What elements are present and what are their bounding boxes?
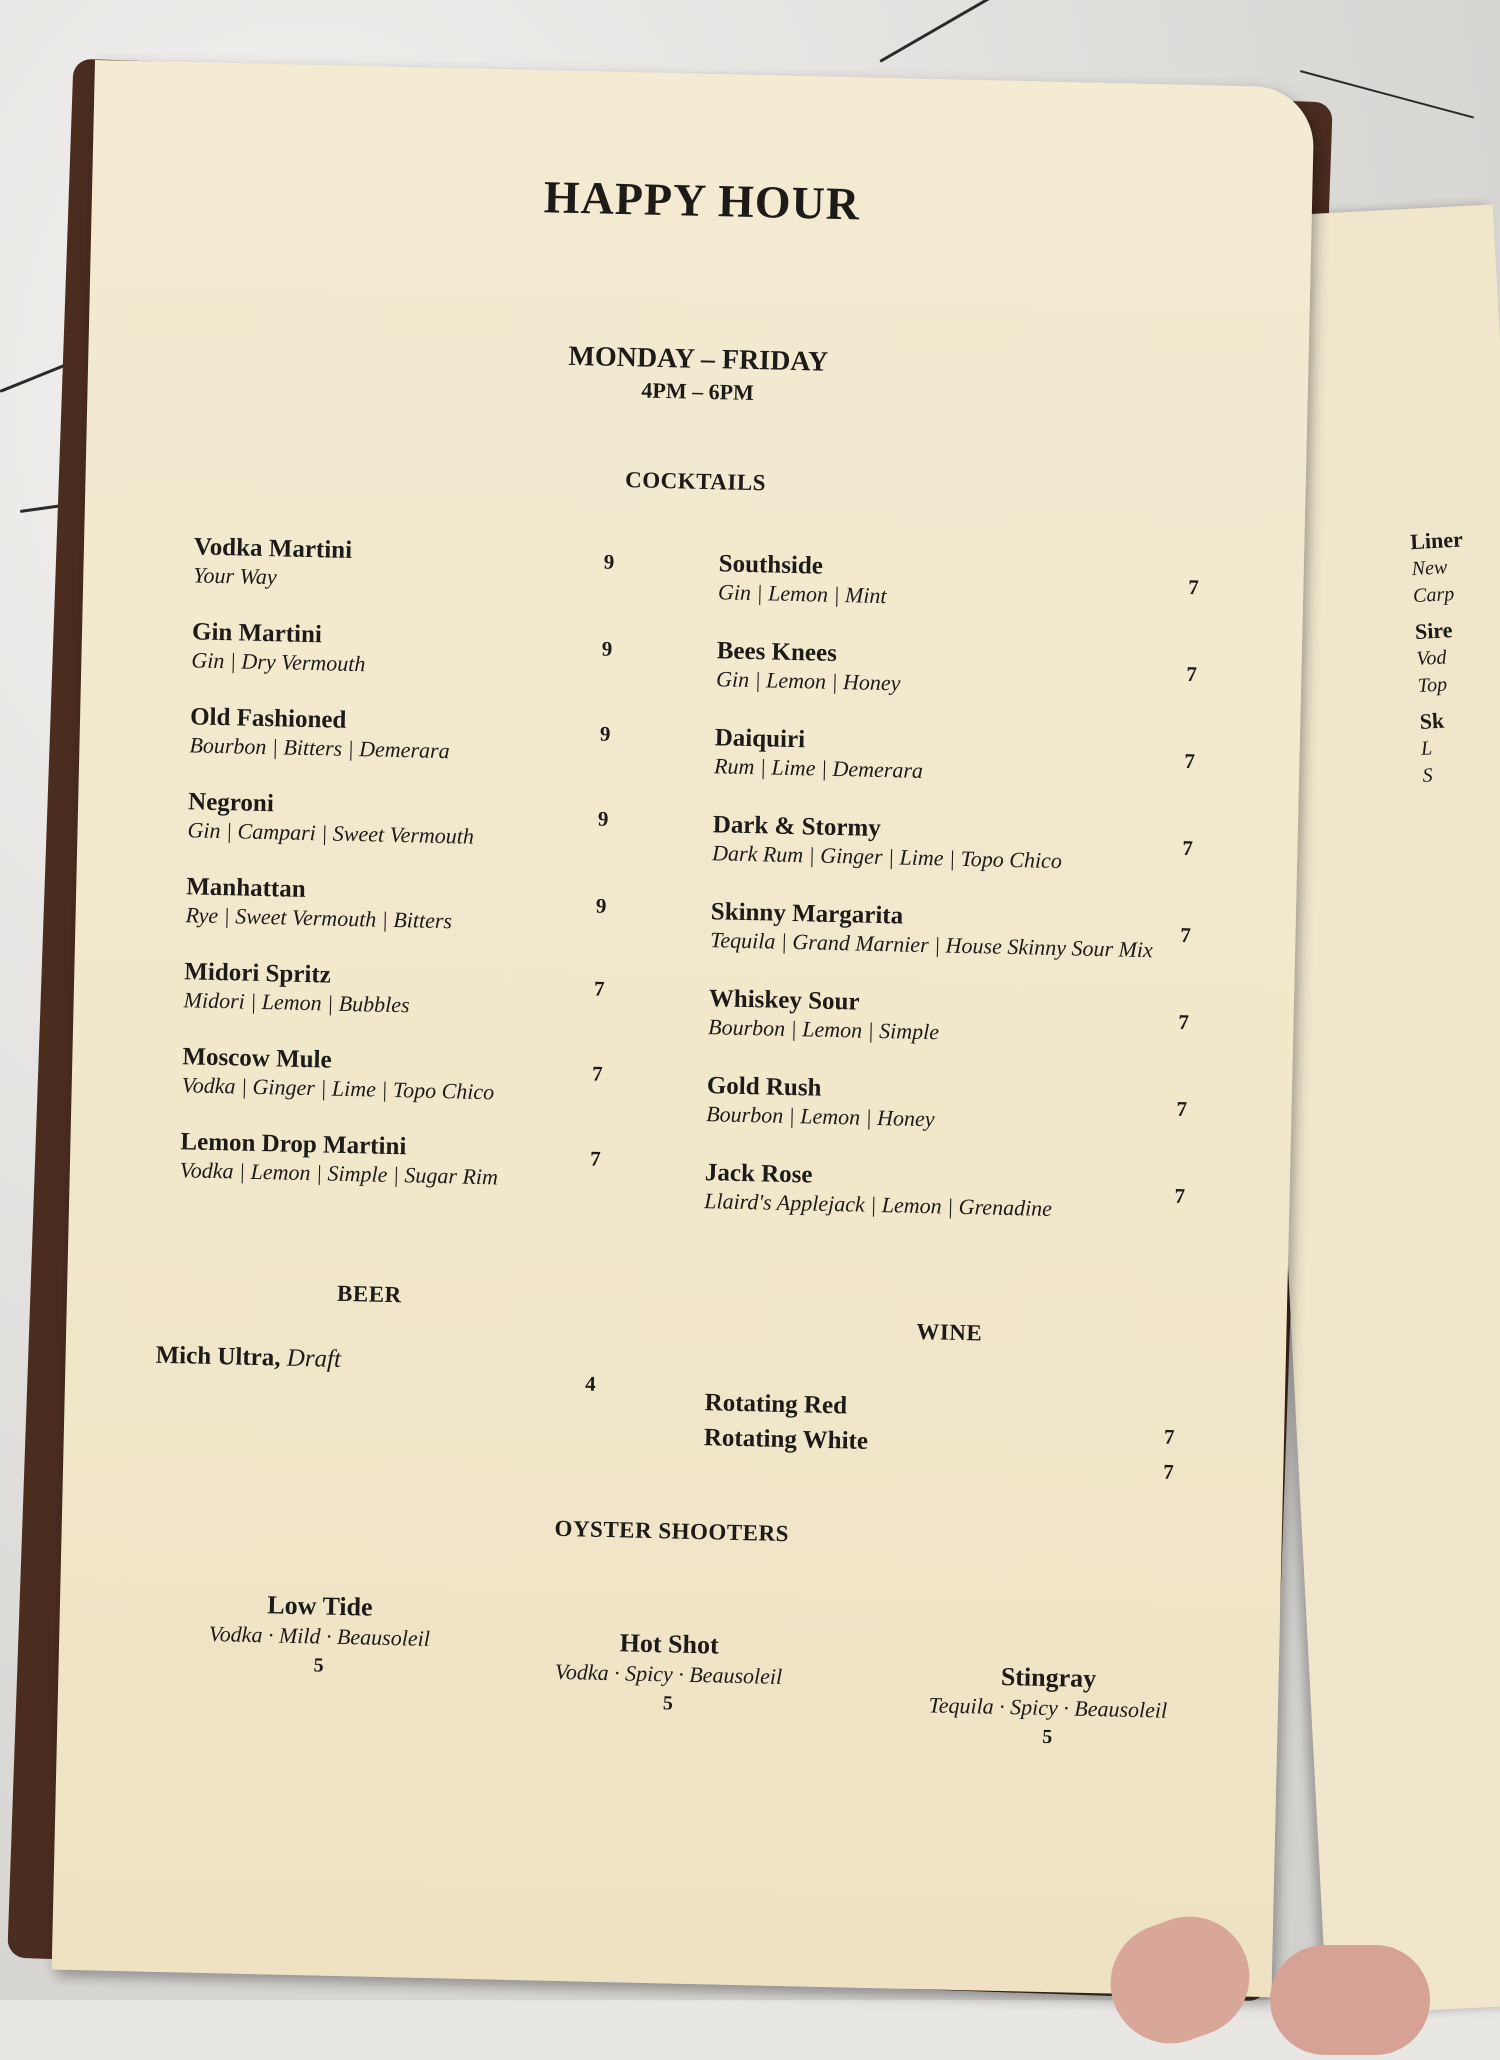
cocktail-name: Daiquiri: [714, 724, 806, 754]
oyster-item: [168, 1587, 470, 1684]
cocktail-price: 9: [603, 549, 615, 574]
cocktail-name: Jack Rose: [704, 1159, 813, 1189]
oyster-name: Low Tide: [267, 1590, 373, 1622]
cocktail-name: Manhattan: [185, 873, 307, 903]
cocktail-desc: Llaird's Applejack | Lemon | Grenadine: [703, 1188, 1053, 1222]
menu-days: MONDAY – FRIDAY: [568, 340, 829, 378]
cocktail-item: [712, 810, 1233, 878]
cocktail-price: 7: [1182, 835, 1194, 861]
cocktail-item: [193, 532, 624, 598]
cocktail-price: 7: [1176, 1096, 1188, 1122]
cocktail-item: [706, 1071, 1227, 1139]
cocktail-price: 9: [597, 806, 609, 831]
cocktail-name: Moscow Mule: [182, 1043, 332, 1074]
cocktail-desc: Bourbon | Lemon | Honey: [705, 1101, 935, 1132]
wine-heading: WINE: [916, 1318, 983, 1346]
cocktail-item: [183, 957, 614, 1023]
oyster-desc: Vodka · Spicy · Beausoleil: [554, 1658, 783, 1690]
cocktail-item: [180, 1127, 611, 1193]
cocktail-item: [704, 1158, 1225, 1226]
cocktail-name: Southside: [718, 550, 824, 580]
cocktail-name: Old Fashioned: [189, 703, 347, 734]
peek-item: Liner New Carp: [1409, 526, 1464, 608]
cocktail-name: Vodka Martini: [193, 533, 353, 564]
cocktail-name: Lemon Drop Martini: [180, 1128, 407, 1161]
cocktail-name: Gold Rush: [706, 1072, 822, 1102]
cocktail-item: [708, 984, 1229, 1052]
cocktail-price: 7: [1178, 1009, 1190, 1035]
oyster-price: 5: [1041, 1725, 1053, 1749]
beer-heading: BEER: [336, 1280, 402, 1308]
cocktail-name: Gin Martini: [191, 618, 323, 649]
beer-name: Mich Ultra,: [155, 1341, 281, 1372]
cocktail-name: Skinny Margarita: [710, 898, 904, 930]
cocktail-desc: Rum | Lime | Demerara: [713, 753, 924, 783]
cocktail-item: [191, 617, 622, 683]
oyster-price: 5: [313, 1654, 324, 1677]
menu-page: [52, 60, 1315, 1997]
oyster-price: 5: [662, 1692, 674, 1715]
cocktail-desc: Gin | Dry Vermouth: [191, 647, 366, 677]
cocktail-price: 7: [589, 1146, 601, 1171]
cocktail-name: Negroni: [187, 788, 275, 818]
oyster-item: [897, 1659, 1199, 1756]
cocktail-desc: Bourbon | Bitters | Demerara: [189, 732, 450, 764]
wine-price: 7: [1162, 1459, 1175, 1484]
peek-item: Sire Vod Top: [1414, 617, 1454, 697]
oyster-desc: Vodka · Mild · Beausoleil: [208, 1620, 431, 1652]
cocktail-price: 9: [595, 893, 607, 918]
cocktail-item: [185, 872, 616, 938]
cocktail-price: 7: [1184, 748, 1196, 774]
cocktail-desc: Vodka | Lemon | Simple | Sugar Rim: [179, 1157, 499, 1190]
menu-title: HAPPY HOUR: [543, 171, 861, 230]
oyster-name: Hot Shot: [619, 1628, 720, 1660]
cocktail-item: [187, 787, 618, 853]
wine-price: 7: [1163, 1424, 1175, 1449]
wine-item: Rotating Red: [704, 1389, 848, 1420]
cocktail-price: 7: [1180, 922, 1192, 948]
cocktail-price: 7: [591, 1061, 603, 1086]
cocktail-name: Midori Spritz: [184, 958, 332, 989]
cocktail-name: Bees Knees: [716, 637, 838, 667]
cocktail-desc: Gin | Lemon | Mint: [717, 579, 887, 609]
cocktail-desc: Dark Rum | Ginger | Lime | Topo Chico: [711, 840, 1063, 874]
cocktail-desc: Bourbon | Lemon | Simple: [707, 1014, 940, 1045]
finger: [1270, 1945, 1430, 2055]
cocktail-price: 9: [601, 636, 613, 661]
cocktail-name: Whiskey Sour: [708, 985, 860, 1016]
beer-item: [155, 1342, 341, 1374]
cocktail-item: [716, 636, 1237, 704]
cocktails-heading: COCKTAILS: [624, 467, 767, 496]
cocktail-desc: Midori | Lemon | Bubbles: [183, 987, 410, 1018]
cocktail-item: [189, 702, 620, 768]
oyster-item: [518, 1625, 820, 1722]
cocktail-item: [718, 549, 1239, 617]
cocktail-desc: Gin | Campari | Sweet Vermouth: [187, 817, 475, 849]
menu-hours: 4PM – 6PM: [641, 377, 755, 406]
peek-item: Sk L S: [1419, 707, 1445, 787]
cocktail-price: 7: [1188, 574, 1200, 600]
cocktail-price: 7: [1174, 1183, 1186, 1209]
oyster-heading: OYSTER SHOOTERS: [554, 1515, 790, 1547]
cocktail-desc: Rye | Sweet Vermouth | Bitters: [185, 902, 453, 934]
wine-item: Rotating White: [703, 1424, 869, 1455]
cocktail-desc: Vodka | Ginger | Lime | Topo Chico: [181, 1072, 495, 1105]
beer-style: Draft: [286, 1344, 342, 1373]
cocktail-price: 7: [1186, 661, 1198, 687]
cocktail-desc: Gin | Lemon | Honey: [715, 666, 901, 696]
cocktail-item: [710, 897, 1231, 965]
cocktail-name: Dark & Stormy: [712, 811, 882, 843]
oyster-desc: Tequila · Spicy · Beausoleil: [928, 1692, 1168, 1723]
oyster-name: Stingray: [1000, 1661, 1097, 1694]
cocktail-item: [181, 1042, 612, 1108]
cocktail-desc: Tequila | Grand Marnier | House Skinny Sour Mix: [709, 927, 1154, 963]
cocktail-item: [714, 723, 1235, 791]
cocktail-price: 7: [593, 976, 605, 1001]
cocktail-price: 9: [599, 721, 611, 746]
beer-price: 4: [584, 1371, 596, 1396]
cocktail-desc: Your Way: [193, 562, 277, 590]
